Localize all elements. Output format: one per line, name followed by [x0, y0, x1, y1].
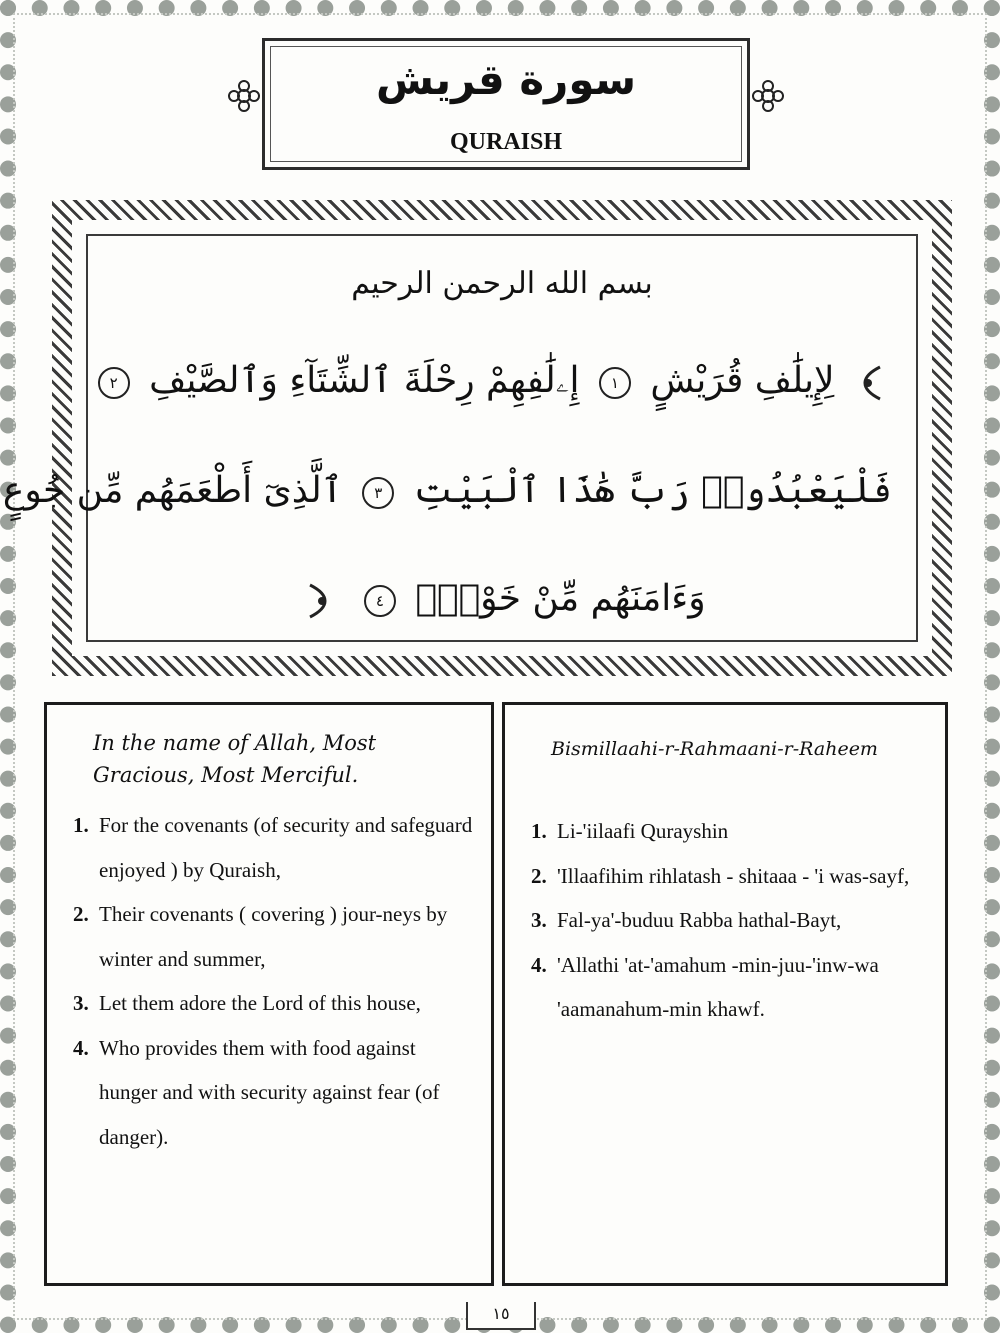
list-item	[67, 803, 477, 892]
verse-marker: ٤	[364, 585, 396, 617]
arabic-line-2	[2, 470, 892, 511]
verse-number: 4.	[73, 1035, 89, 1060]
verse-text: Let them adore the Lord of this house,	[99, 991, 421, 1015]
arabic-verse-3: فَلْيَعْبُدُوا۟ رَبَّ هَٰذَا ٱلْبَيْتِ	[413, 470, 892, 511]
list-item	[67, 981, 477, 1026]
verse-text: For the covenants (of security and safeguard enjoyed ) by Quraish,	[99, 813, 473, 882]
basmala-arabic: بسم الله الرحمن الرحيم	[351, 266, 653, 301]
transliteration-list	[525, 809, 935, 1032]
arabic-line-3	[112, 578, 892, 621]
verse-text: Fal-ya'-buduu Rabba hathal-Bayt,	[557, 908, 842, 932]
flourish-icon	[306, 581, 336, 621]
arabic-verse-4-end: وَءَامَنَهُم مِّنْ خَوْفٍۭ	[415, 578, 706, 619]
verse-number: 3.	[73, 991, 89, 1015]
verse-number: 1.	[73, 813, 89, 837]
surah-title-box	[262, 38, 750, 170]
verse-number: 2.	[73, 902, 89, 926]
arabic-verse-4-start: ٱلَّذِىٓ أَطْعَمَهُم مِّن جُوعٍ	[2, 470, 343, 511]
rosette-ornament-icon	[750, 78, 786, 114]
arabic-verse-1: لِإِيلَٰفِ قُرَيْشٍ	[650, 360, 835, 401]
list-item	[525, 854, 935, 899]
verse-text: 'Allathi 'at-'amahum -min-juu-'inw-wa 'aamanahum-min khawf.	[557, 952, 879, 1021]
verse-number: 3.	[531, 908, 547, 932]
verse-number: 4.	[531, 952, 547, 977]
list-item	[525, 809, 935, 854]
arabic-text-frame	[2, 200, 952, 676]
surah-title-arabic: سورة قريش	[376, 55, 636, 104]
flourish-icon	[854, 363, 884, 403]
verse-marker: ٣	[362, 477, 394, 509]
verse-number: 2.	[531, 863, 547, 888]
verse-text: Who provides them with food against hunger and with security against fear (of danger).	[99, 1035, 440, 1149]
verse-number: 1.	[531, 819, 547, 843]
verse-text: Their covenants ( covering ) jour-neys by winter and summer,	[99, 902, 448, 971]
list-item	[525, 943, 935, 1032]
arabic-verse-2: إِۦلَٰفِهِمْ رِحْلَةَ ٱلشِّتَآءِ وَٱلصَّيْفِ	[149, 360, 580, 401]
verse-marker: ١	[599, 367, 631, 399]
list-item	[67, 892, 477, 981]
verse-text: 'Illaafihim rihlatash - shitaaa - 'i was-sayf,	[557, 863, 910, 888]
translation-heading: In the name of Allah, Most Gracious, Most Merciful.	[93, 731, 377, 787]
verse-marker: ٢	[98, 367, 130, 399]
arabic-line-1	[109, 360, 892, 403]
translation-list	[67, 803, 477, 1159]
list-item	[525, 898, 935, 943]
verse-text: Li-'iilaafi Qurayshin	[557, 819, 729, 843]
surah-title-english: QURAISH	[449, 129, 563, 155]
list-item	[67, 1026, 477, 1160]
translation-panel	[44, 702, 494, 1286]
page-number: ١٥	[466, 1302, 536, 1330]
rosette-ornament-icon	[226, 78, 262, 114]
transliteration-panel	[502, 702, 948, 1286]
transliteration-heading: Bismillaahi-r-Rahmaani-r-Raheem	[551, 738, 878, 760]
